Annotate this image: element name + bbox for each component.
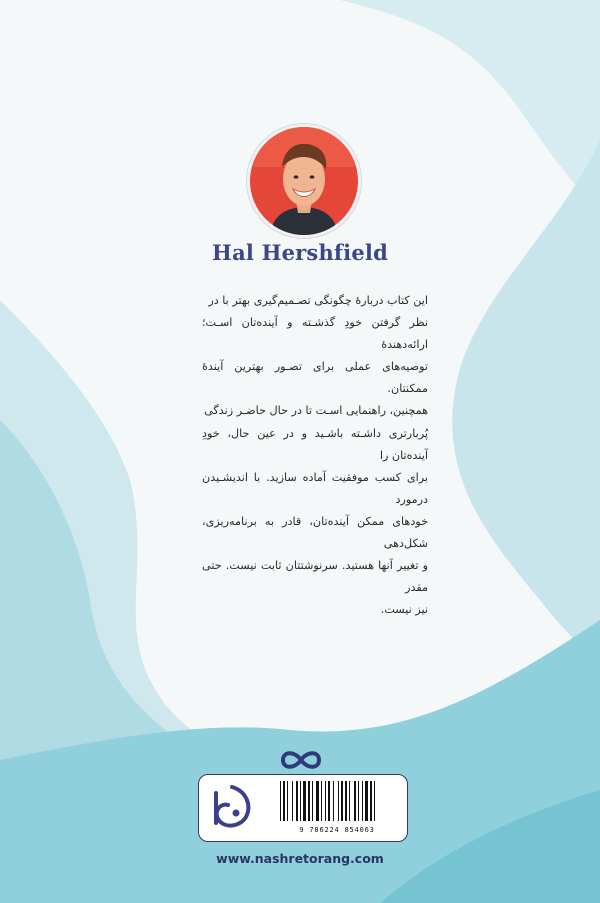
author-photo [247, 124, 361, 238]
description-line: نظر گرفتن خودِ گذشـته و آینده‌تان اسـت؛ ارائه‌دهندهٔ [202, 316, 428, 352]
wave-right [452, 140, 600, 680]
barcode [278, 781, 400, 825]
wave-top-right [340, 0, 600, 220]
publisher-website: www.nashretorang.com [216, 851, 384, 866]
infinity-icon [275, 748, 327, 772]
description-line: توصیه‌های عملی برای تصـور بهترین آیندهٔ ممکنتان. [202, 360, 428, 396]
description-line: خودهای ممکن آینده‌تان، قادر به برنامه‌ریزی، شکل‌دهی [202, 514, 428, 551]
description-line: نیز نیست. [380, 603, 428, 617]
isbn-number: 9 786224 854063 [299, 826, 375, 834]
description-line: و تغییر آنها هستید. سرنوشتتان ثابت نیست. حتی مقدر [202, 559, 428, 595]
description-line: همچنین، راهنمایی اسـت تا در حال حاضـر زندگی [204, 404, 428, 418]
author-name: Hal Hershfield [212, 240, 388, 265]
description-line: این کتاب دربارهٔ چگونگی تصـمیم‌گیری بهتر با در [208, 294, 428, 307]
book-description [202, 290, 428, 621]
description-line: پُربارتری داشـته باشـید و در عین حال، خودِ آینده‌تان را [202, 426, 428, 462]
orang-logo-icon [206, 783, 258, 833]
description-line: برای کسب موفقیت آماده سازید. با اندیشـیدن درمورد [202, 470, 428, 506]
